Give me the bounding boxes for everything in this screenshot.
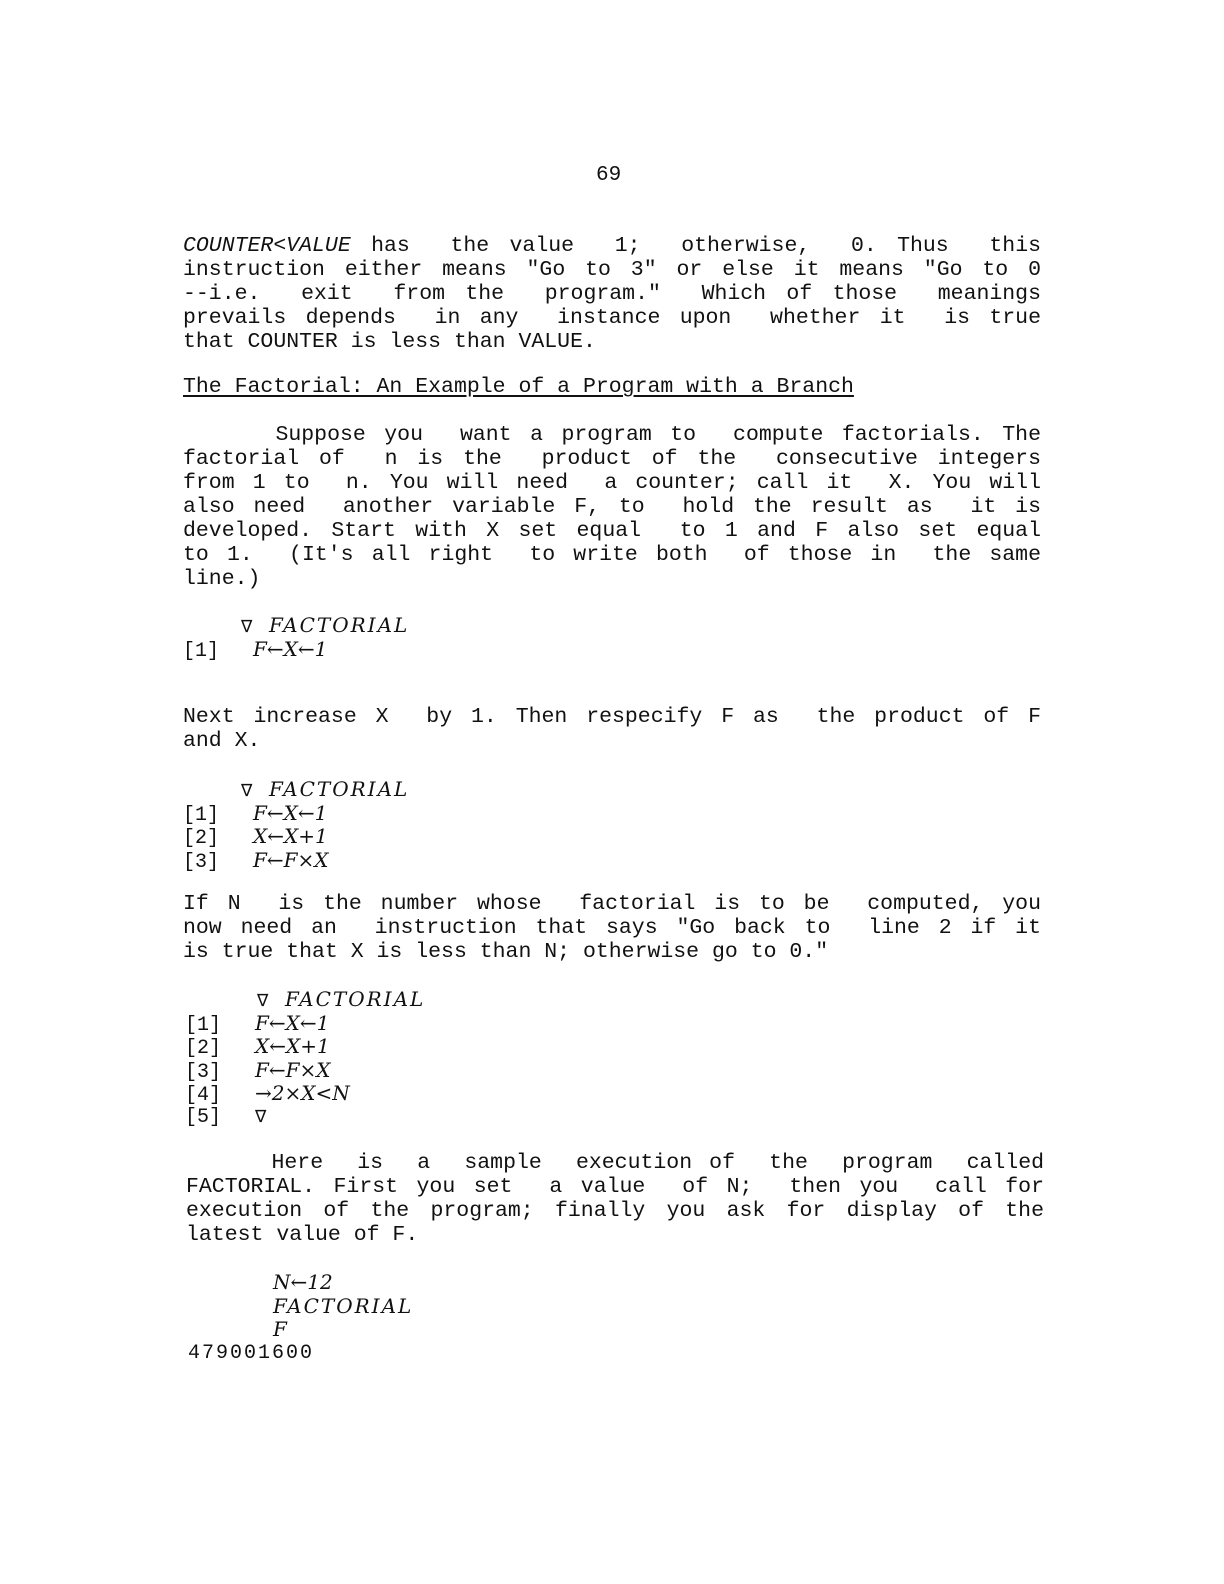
code-line: [2] X←X+1	[183, 824, 328, 850]
code-line: [4] →2×X<N	[185, 1081, 350, 1107]
text-line: Next increase X by 1. Then respecify F as the product of F	[183, 705, 1041, 729]
code-line: [1] F←X←1	[183, 800, 328, 827]
text-line: also need another variable F, to hold the result as it is	[183, 495, 1041, 519]
code-line: [3] F←F×X	[183, 847, 329, 874]
code-line: [1] F←X←1	[183, 636, 328, 663]
text-line: If N is the number whose factorial is to be computed, you	[183, 892, 1041, 916]
text-line: COUNTER<VALUE has the value 1; otherwise, 0. Thus this	[183, 234, 1041, 258]
text-line: to 1. (It's all right to write both of those in the same	[183, 543, 1041, 567]
paragraph-increase-x	[183, 705, 1041, 753]
session-block	[273, 1271, 413, 1342]
del-symbol: ∇	[241, 617, 253, 637]
code-line: [2] X←X+1	[185, 1034, 330, 1060]
paragraph-factorial-intro	[183, 423, 1041, 591]
text-line: Suppose you want a program to compute factorials. The	[183, 423, 1041, 447]
text-line: Here is a sample execution of the program called	[186, 1151, 1044, 1175]
text-line: developed. Start with X set equal to 1 and F also set equal	[183, 519, 1041, 543]
text-line: and X.	[183, 729, 261, 753]
code-block-2	[183, 778, 409, 872]
text-line: is true that X is less than N; otherwise go to 0."	[183, 940, 829, 964]
del-symbol: ∇	[257, 991, 269, 1011]
text-line: FACTORIAL. First you set a value of N; then you call for	[186, 1175, 1044, 1199]
session-line: F	[273, 1317, 287, 1341]
paragraph-counter-value	[183, 234, 1041, 354]
paragraph-go-back	[183, 892, 1041, 964]
text-line: factorial of n is the product of the consecutive integers	[183, 447, 1041, 471]
session-line: FACTORIAL	[273, 1293, 414, 1318]
code-block-3	[185, 988, 425, 1129]
text-line: line.)	[183, 567, 261, 591]
text-line: --i.e. exit from the program." Which of those meanings	[183, 282, 1041, 306]
session-output: 479001600	[188, 1342, 315, 1365]
text-line: from 1 to n. You will need a counter; call it X. You will	[183, 471, 1041, 495]
del-symbol: ∇	[241, 781, 253, 801]
page-number: 69	[596, 164, 622, 187]
session-line: N←12	[273, 1270, 333, 1294]
code-header: ∇ FACTORIAL	[183, 614, 409, 638]
code-block-1	[183, 614, 409, 661]
section-heading: The Factorial: An Example of a Program with a Branch	[183, 375, 854, 399]
paragraph-sample-execution	[186, 1151, 1044, 1247]
text-line: prevails depends in any instance upon whether it is true	[183, 306, 1041, 330]
code-header: ∇ FACTORIAL	[185, 988, 425, 1012]
text-line: now need an instruction that says "Go back to line 2 if it	[183, 916, 1041, 940]
code-line: [1] F←X←1	[185, 1010, 330, 1037]
code-header: ∇ FACTORIAL	[183, 778, 409, 802]
text-line: latest value of F.	[186, 1223, 419, 1247]
text-line: instruction either means "Go to 3" or else it means "Go to 0	[183, 258, 1041, 282]
code-line: [5] ∇	[185, 1105, 267, 1129]
text-line: execution of the program; finally you ask for display of the	[186, 1199, 1044, 1223]
text-line: that COUNTER is less than VALUE.	[183, 330, 596, 354]
code-line: [3] F←F×X	[185, 1057, 331, 1084]
